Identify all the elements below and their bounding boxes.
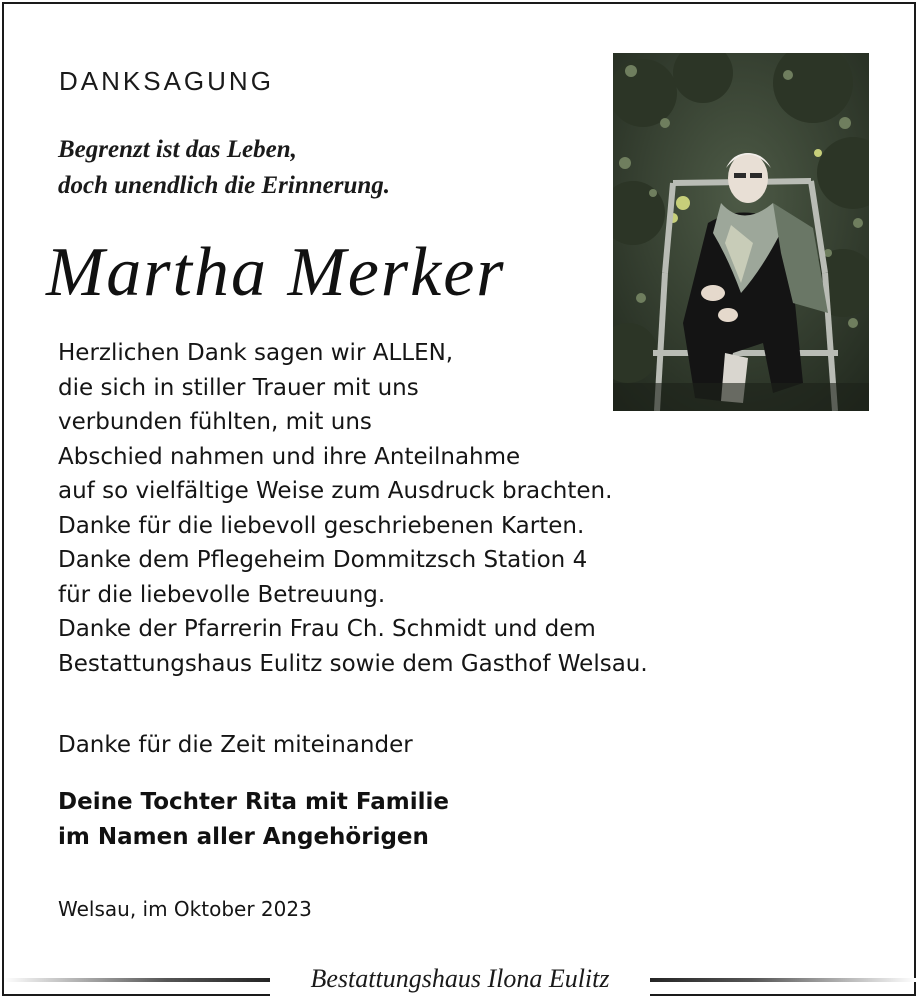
footer-rule-right — [644, 978, 916, 982]
quote-line: Begrenzt ist das Leben, — [58, 136, 297, 163]
body-line: für die liebevolle Betreuung. — [58, 581, 386, 608]
body-line: Bestattungshaus Eulitz sowie dem Gasthof Welsau. — [58, 650, 648, 677]
memorial-quote — [58, 132, 390, 204]
body-line: Danke dem Pflegeheim Dommitzsch Station 4 — [58, 547, 588, 573]
body-line: Danke der Pfarrerin Frau Ch. Schmidt und dem — [58, 616, 596, 642]
thanks-body — [58, 336, 648, 681]
body-line: auf so vielfältige Weise zum Ausdruck brachten. — [58, 478, 613, 504]
deceased-name: Martha Merker — [46, 234, 506, 311]
closing-line: Danke für die Zeit miteinander — [58, 732, 413, 758]
signature-line: im Namen aller Angehörigen — [58, 824, 429, 850]
portrait-photo — [613, 53, 869, 411]
signature-line: Deine Tochter Rita mit Familie — [58, 789, 450, 815]
notice-heading: DANKSAGUNG — [59, 66, 274, 96]
body-line: verbunden fühlten, mit uns — [58, 409, 372, 435]
signature-block — [58, 785, 449, 855]
footer-rule-left — [4, 978, 274, 982]
place-date: Welsau, im Oktober 2023 — [58, 897, 312, 921]
body-line: die sich in stiller Trauer mit uns — [58, 374, 419, 401]
body-line: Herzlichen Dank sagen wir ALLEN, — [58, 340, 454, 366]
body-line: Danke für die liebevoll geschriebenen Karten. — [58, 512, 585, 539]
quote-line: doch unendlich die Erinnerung. — [58, 172, 391, 199]
funeral-home-footer: Bestattungshaus Ilona Eulitz — [270, 962, 650, 996]
body-line: Abschied nahmen und ihre Anteilnahme — [58, 443, 521, 470]
